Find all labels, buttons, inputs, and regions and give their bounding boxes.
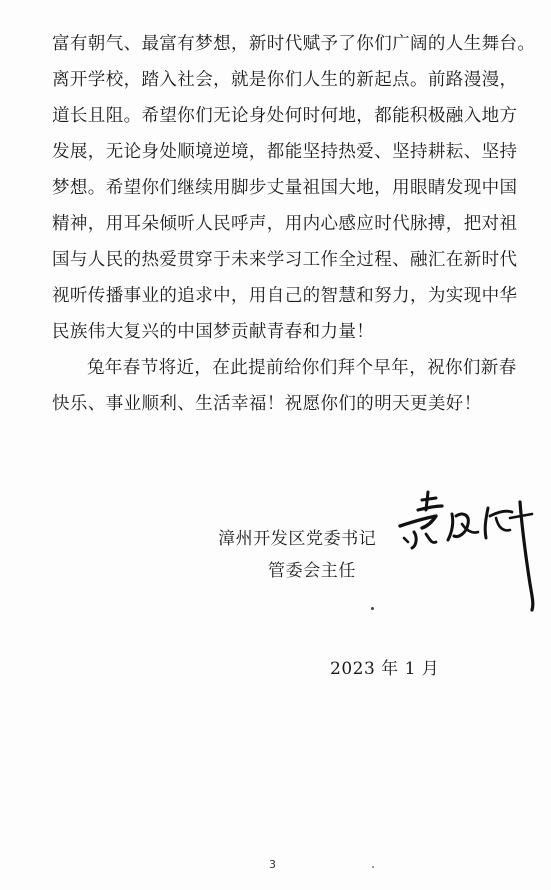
page-number: 3 xyxy=(269,858,276,871)
letter-date: 2023 年 1 月 xyxy=(330,659,440,679)
signatory-org-title: 漳州开发区党委书记 xyxy=(218,529,377,549)
text-line: 快乐、事业顺利、生活幸福！祝愿你们的明天更美好！ xyxy=(52,394,482,414)
letter-body xyxy=(52,26,536,422)
text-line: 发展，无论身处顺境逆境，都能坚持热爱、坚持耕耘、坚持 xyxy=(52,142,518,162)
paragraph-2 xyxy=(52,350,522,422)
handwritten-signature xyxy=(392,488,542,613)
text-line: 梦想。希望你们继续用脚步丈量祖国大地，用眼睛发现中国 xyxy=(52,178,518,198)
text-line: 道长且阻。希望你们无论身处何时何地，都能积极融入地方 xyxy=(52,106,518,126)
paragraph-1 xyxy=(52,26,536,350)
text-line: 视听传播事业的追求中，用自己的智慧和努力，为实现中华 xyxy=(52,286,518,306)
text-line: 富有朝气、最富有梦想，新时代赋予了你们广阔的人生舞台。 xyxy=(52,34,536,54)
signatory-role: 管委会主任 xyxy=(268,561,356,581)
text-line: 兔年春节将近，在此提前给你们拜个早年，祝你们新春 xyxy=(87,358,517,378)
ink-dot xyxy=(371,607,374,610)
text-line: 国与人民的热爱贯穿于未来学习工作全过程、融汇在新时代 xyxy=(52,250,518,270)
text-line: 精神，用耳朵倾听人民呼声，用内心感应时代脉搏，把对祖 xyxy=(52,214,518,234)
text-line: 离开学校，踏入社会，就是你们人生的新起点。前路漫漫， xyxy=(52,70,518,90)
text-line: 民族伟大复兴的中国梦贡献青春和力量！ xyxy=(52,322,375,342)
scan-speck xyxy=(372,866,374,868)
